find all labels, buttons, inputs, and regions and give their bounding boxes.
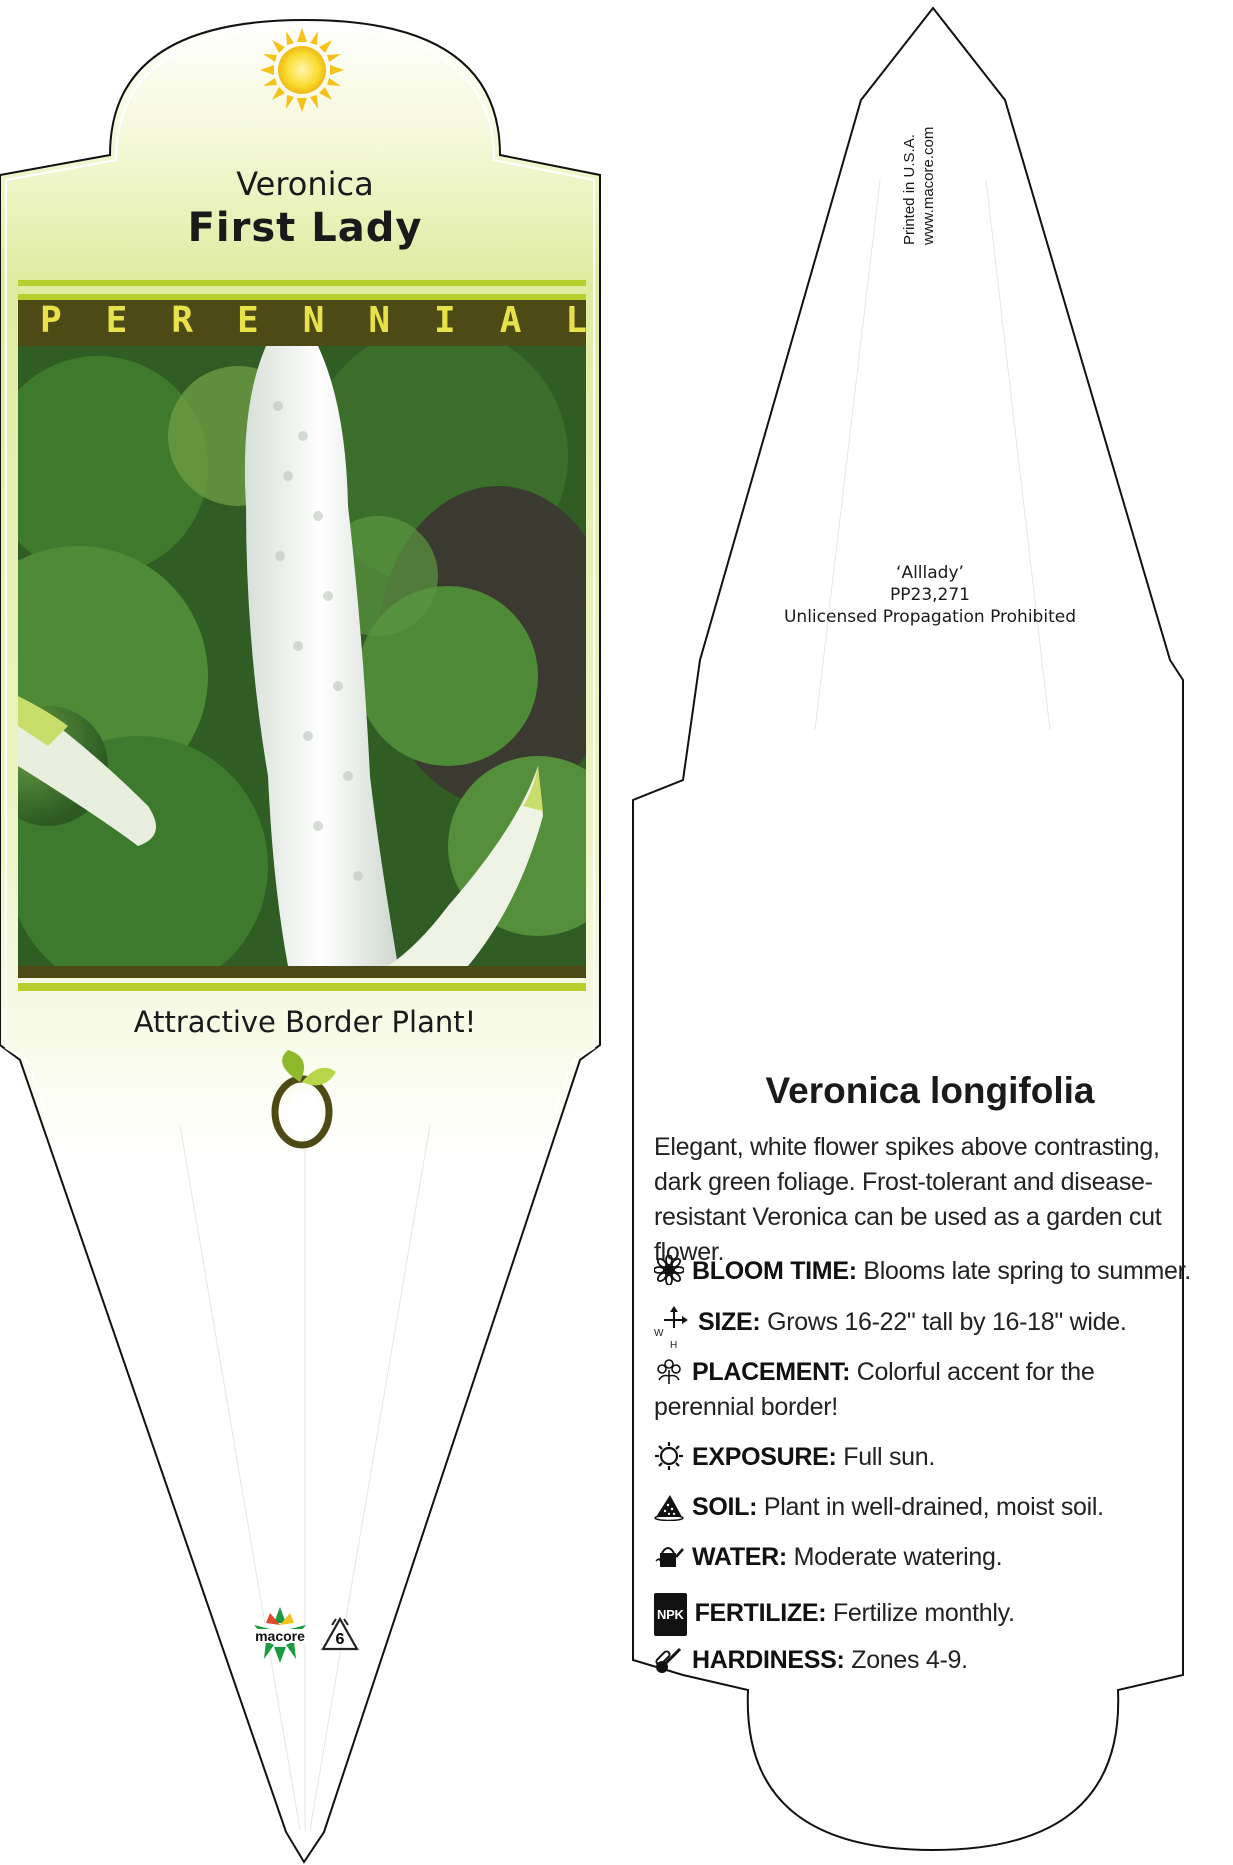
attr-label: SIZE: xyxy=(698,1308,761,1336)
patent-number: PP23,271 xyxy=(890,585,970,605)
plant-photo xyxy=(18,346,586,966)
attr-label: PLACEMENT: xyxy=(692,1358,851,1386)
photo-bottom-line xyxy=(18,983,586,991)
plant-icon xyxy=(654,1356,684,1386)
thermometer-icon xyxy=(654,1644,684,1674)
sun-outline-icon xyxy=(654,1441,684,1471)
patent-block xyxy=(730,562,1130,628)
brand-logo-text: macore xyxy=(255,1628,305,1644)
attr-label: BLOOM TIME: xyxy=(692,1257,857,1285)
npk-icon: NPK xyxy=(654,1593,687,1636)
print-website: www.macore.com xyxy=(920,126,937,245)
cultivar-code: ‘Alllady’ xyxy=(896,563,964,583)
plant-photo-image xyxy=(18,346,586,966)
attr-size xyxy=(654,1305,1194,1351)
attr-bloom-time xyxy=(654,1254,1194,1289)
propagation-notice: Unlicensed Propagation Prohibited xyxy=(783,607,1076,627)
recycle-code: 6 xyxy=(335,1631,345,1648)
attr-value: Fertilize monthly. xyxy=(832,1599,1015,1627)
size-icon-h: H xyxy=(670,1340,677,1351)
attr-exposure xyxy=(654,1440,1194,1475)
print-location: Printed in U.S.A. xyxy=(901,134,918,245)
attr-value: Zones 4-9. xyxy=(851,1646,968,1674)
botanical-name: Veronica longifolia xyxy=(765,1070,1095,1111)
attr-label: HARDINESS: xyxy=(692,1646,845,1674)
attr-value: Plant in well-drained, moist soil. xyxy=(763,1493,1104,1521)
genus-name: Veronica xyxy=(236,165,374,203)
attr-label: SOIL: xyxy=(692,1493,758,1521)
description: Elegant, white flower spikes above contrasting, dark green foliage. Frost-tolerant and disease-resistant Veronica can be used as a garden cut flower. xyxy=(654,1133,1162,1266)
size-icon-w: W xyxy=(654,1328,664,1339)
attr-value: Moderate watering. xyxy=(793,1543,1003,1571)
attr-fertilize xyxy=(654,1593,1194,1636)
sun-icon xyxy=(260,28,344,112)
photo-bottom-band xyxy=(18,966,586,978)
slogan: Attractive Border Plant! xyxy=(133,1005,477,1039)
attr-water xyxy=(654,1540,1194,1575)
attr-value: Colorful accent for the perennial border! xyxy=(654,1358,1095,1421)
attr-label: WATER: xyxy=(692,1543,787,1571)
watering-can-icon xyxy=(654,1541,684,1571)
size-arrows-icon xyxy=(654,1306,690,1351)
cultivar-name: First Lady xyxy=(187,205,423,251)
attr-value: Blooms late spring to summer. xyxy=(863,1257,1191,1285)
attr-soil xyxy=(654,1490,1194,1525)
attr-value: Full sun. xyxy=(843,1443,936,1471)
attr-placement xyxy=(654,1355,1194,1425)
attr-value: Grows 16-22" tall by 16-18" wide. xyxy=(767,1308,1127,1336)
attr-label: EXPOSURE: xyxy=(692,1443,837,1471)
print-note xyxy=(900,75,938,245)
category-letters: PERENNIAL xyxy=(40,299,632,341)
attr-label: FERTILIZE: xyxy=(694,1599,827,1627)
attr-hardiness xyxy=(654,1643,1194,1678)
flower-icon xyxy=(654,1255,684,1285)
category-label xyxy=(18,296,632,344)
soil-icon xyxy=(654,1491,684,1521)
